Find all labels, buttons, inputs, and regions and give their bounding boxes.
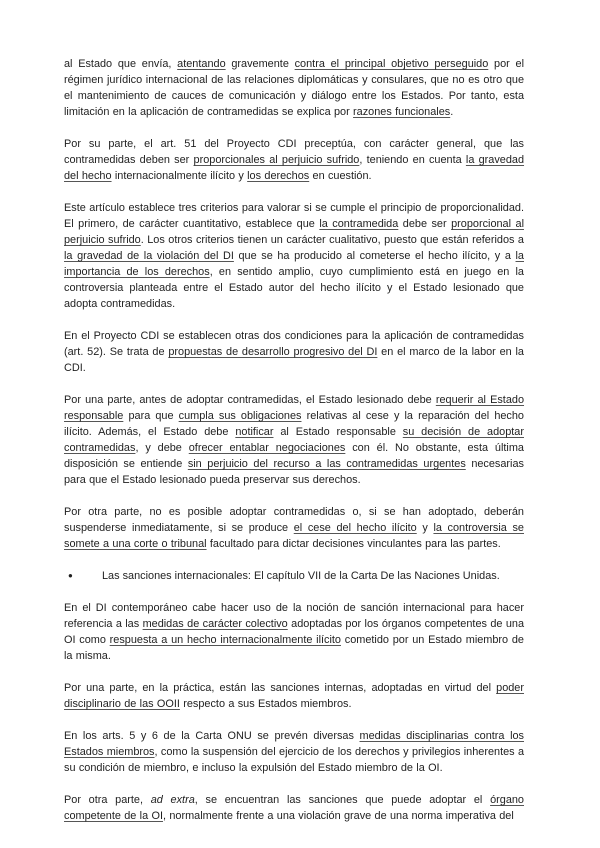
text-run: al Estado que envía, — [64, 58, 178, 70]
text-run: Por una parte, en la práctica, están las sanciones internas, adoptadas en virtud del — [64, 682, 497, 694]
text-run: , se encuentran las sanciones que puede adoptar el — [194, 794, 491, 806]
italic-term: ad extra — [150, 794, 195, 806]
text-run: , como la suspensión del ejercicio de los derechos y privilegios inherentes a su condición de miembro, e incluso la expulsión del Estado miembro de la OI. — [64, 746, 525, 774]
document-body-top — [64, 56, 524, 552]
paragraph — [64, 200, 524, 312]
paragraph — [64, 392, 524, 488]
text-run: Este artículo establece tres criterios para valorar si se cumple el principio de proporcionalidad. El primero, de carácter cuantitativo, establece que — [64, 202, 524, 230]
text-run: con él. No obstante, esta última disposición se entiende — [64, 442, 524, 470]
text-run: . Los otros criterios tienen un carácter cualitativo, puesto que están referidos a — [140, 234, 524, 246]
underlined-term: los derechos — [247, 170, 310, 182]
text-run: En los arts. 5 y 6 de la Carta ONU se prevén diversas — [64, 730, 360, 742]
underlined-term: notificar — [235, 426, 274, 438]
text-run: por el régimen jurídico internacional de las relaciones diplomáticas y consulares, que no es otro que el mantenimiento de cauces de comunicación y diálogo entre los Estados. Por tanto, esta limitación en la aplicación de contramedidas se explica por — [64, 58, 524, 118]
text-run: debe ser — [398, 218, 452, 230]
underlined-term: atentando — [177, 58, 226, 70]
underlined-term: su decisión de adoptar contramedidas — [64, 426, 524, 454]
paragraph — [64, 680, 524, 712]
text-run: , teniendo en cuenta — [359, 154, 466, 166]
text-run: al Estado responsable — [273, 426, 403, 438]
paragraph — [64, 600, 524, 664]
underlined-term: propuestas de desarrollo progresivo del DI — [168, 346, 378, 358]
underlined-term: el cese del hecho ilícito — [293, 522, 417, 534]
underlined-term: contra el principal objetivo perseguido — [294, 58, 489, 70]
underlined-term: medidas de carácter colectivo — [142, 618, 288, 630]
text-run: facultado para dictar decisiones vinculantes para las partes. — [206, 538, 501, 550]
text-run: Por una parte, antes de adoptar contramedidas, el Estado lesionado debe — [64, 394, 436, 406]
text-run: cometido por un Estado miembro de la misma. — [64, 634, 524, 662]
underlined-term: la contramedida — [319, 218, 399, 230]
text-run: respecto a sus Estados miembros. — [179, 698, 352, 710]
underlined-term: proporcional al perjuicio sufrido — [64, 218, 524, 246]
text-run: y — [416, 522, 434, 534]
underlined-term: respuesta a un hecho internacionalmente ilícito — [109, 634, 341, 646]
underlined-term: la gravedad del hecho — [64, 154, 525, 182]
text-run: . — [450, 106, 454, 118]
text-run: internacionalmente ilícito y — [111, 170, 248, 182]
text-run: en el marco de la labor en la CDI. — [64, 346, 524, 374]
text-run: Por otra parte, no es posible adoptar contramedidas o, si se han adoptado, deberán suspenderse inmediatamente, si se produce — [64, 506, 524, 534]
paragraph — [64, 328, 524, 376]
paragraph — [64, 56, 524, 120]
text-run: necesarias para que el Estado lesionado pueda preservar sus derechos. — [64, 458, 524, 486]
text-run: , y debe — [135, 442, 189, 454]
underlined-term: requerir al Estado responsable — [64, 394, 525, 422]
underlined-term: la gravedad de la violación del DI — [64, 250, 234, 262]
paragraph — [64, 504, 524, 552]
text-run: Por otra parte, — [64, 794, 151, 806]
text-run: para que — [123, 410, 179, 422]
text-run: Por su parte, el art. 51 del Proyecto CDI preceptúa, con carácter general, que las contramedidas deben ser — [64, 138, 524, 166]
underlined-term: poder disciplinario de las OOII — [64, 682, 524, 710]
text-run: En el DI contemporáneo cabe hacer uso de la noción de sanción internacional para hacer referencia a las — [64, 602, 524, 630]
text-run: , en sentido amplio, cuyo cumplimiento está en juego en la controversia planteada entre el Estado autor del hecho ilícito y el Estado lesionado que adopta contramedidas. — [64, 266, 524, 310]
document-body-bottom — [64, 600, 524, 824]
text-run: gravemente — [225, 58, 295, 70]
bullet-item — [64, 568, 524, 584]
underlined-term: cumpla sus obligaciones — [178, 410, 302, 422]
underlined-term: medidas disciplinarias contra los Estados miembros — [64, 730, 524, 758]
paragraph — [64, 792, 524, 824]
text-run: adoptadas por los órganos competentes de una OI como — [64, 618, 525, 646]
underlined-term: órgano competente de la OI — [64, 794, 524, 822]
text-run: , normalmente frente a una violación grave de una norma imperativa del — [162, 810, 514, 822]
paragraph — [64, 136, 524, 184]
text-run: relativas al cese y la reparación del hecho ilícito. Además, el Estado debe — [64, 410, 524, 438]
text-run: En el Proyecto CDI se establecen otras dos condiciones para la aplicación de contramedidas (art. 52). Se trata de — [64, 330, 524, 358]
underlined-term: la controversia se somete a una corte o tribunal — [64, 522, 524, 550]
underlined-term: proporcionales al perjuicio sufrido — [193, 154, 360, 166]
bullet-text: Las sanciones internacionales: El capítulo VII de la Carta De las Naciones Unidas. — [102, 570, 500, 582]
underlined-term: razones funcionales — [353, 106, 451, 118]
underlined-term: ofrecer entablar negociaciones — [188, 442, 346, 454]
underlined-term: sin perjuicio del recurso a las contramedidas urgentes — [187, 458, 466, 470]
text-run: que se ha producido al cometerse el hecho ilícito, y a — [233, 250, 516, 262]
paragraph — [64, 728, 524, 776]
underlined-term: la importancia de los derechos — [64, 250, 524, 278]
text-run: en cuestión. — [309, 170, 372, 182]
bullet-marker: ● — [68, 571, 73, 580]
